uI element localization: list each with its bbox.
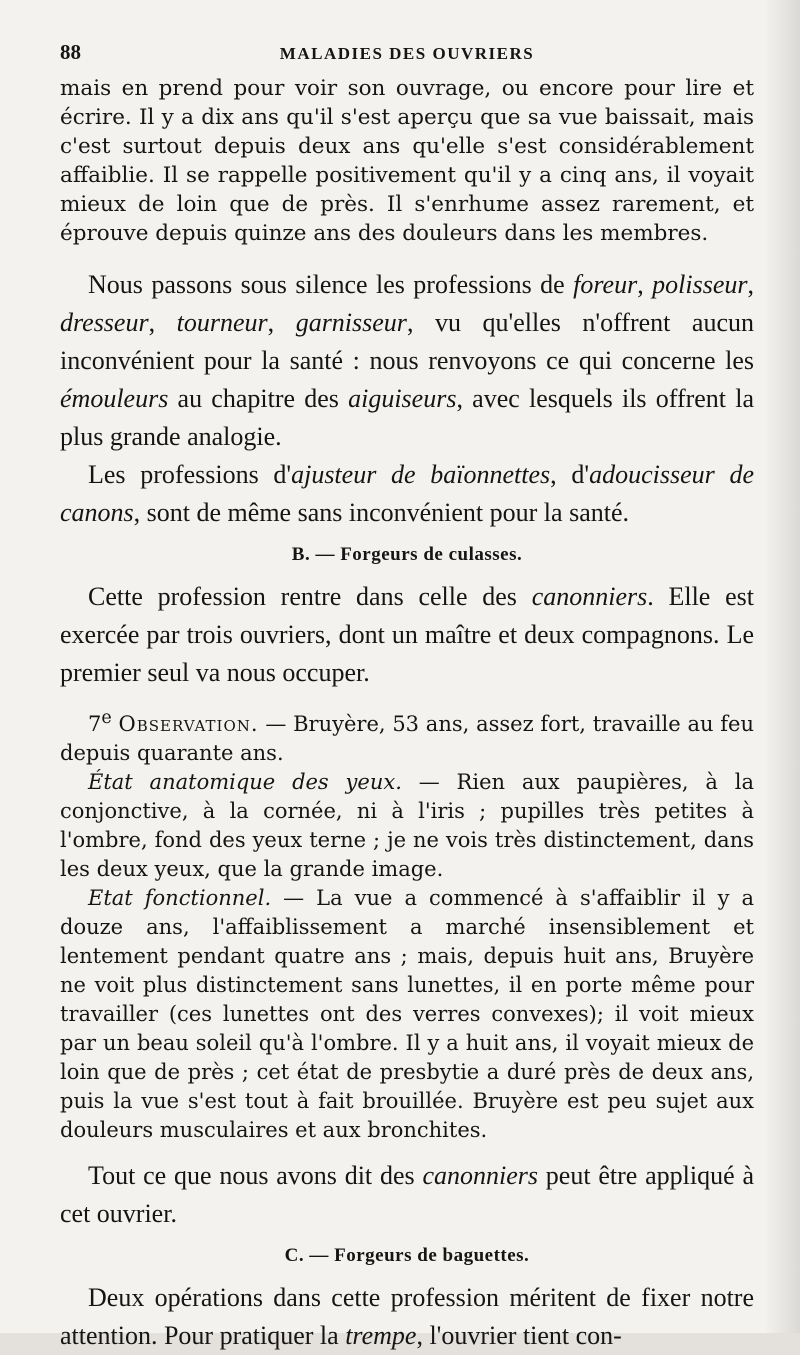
section-heading-b: B. — Forgeurs de culasses. <box>291 544 523 565</box>
observation-etat-anatomique: État anatomique des yeux. — Rien aux paupières, à la conjonctive, à la cornée, ni à l'iris ; pupilles très petites à l'ombre, fond des yeux terne ; je ne vois très distinctement, dans les deux yeux, que la grande image. <box>60 770 754 881</box>
paragraph-continued: mais en prend pour voir son ouvrage, ou encore pour lire et écrire. Il y a dix ans qu'il s'est aperçu que sa vue baissait, mais c'est surtout depuis deux ans qu'elle s'est considérablement affaiblie. Il se rappelle positivement qu'il y a cinq ans, il voyait mieux de loin que de près. Il s'enrhume assez rarement, et éprouve depuis quinze ans des douleurs dans les membres. <box>60 76 754 246</box>
paragraph-ajusteurs: Les professions d'ajusteur de baïonnettes, d'adoucisseur de canons, sont de même sans inconvénient pour la santé. <box>60 460 754 527</box>
page-number: 88 <box>60 40 81 64</box>
paragraph-forgeurs-culasses: Cette profession rentre dans celle des canonniers. Elle est exercée par trois ouvriers, dont un maître et deux compagnons. Le premier seul va nous occuper. <box>60 582 754 687</box>
observation-header: 7e Observation. — Bruyère, 53 ans, assez fort, travaille au feu depuis quarante ans. <box>60 708 754 765</box>
running-head <box>60 40 754 74</box>
observation-etat-fonctionnel: Etat fonctionnel. — La vue a commencé à s'affaiblir il y a douze ans, l'affaiblissement a marché insensiblement et lentement pendant quatre ans ; mais, depuis huit ans, Bruyère ne voit plus distinctement sans lunettes, il en porte même pour travailler (ces lunettes ont des verres convexes); il voit mieux par un beau soleil qu'à l'ombre. Il y a huit ans, il voyait mieux de loin que de près ; cet état de presbytie a duré près de deux ans, puis la vue s'est tout à fait brouillée. Bruyère est peu sujet aux douleurs musculaires et aux bronchites. <box>60 886 754 1142</box>
section-heading-c: C. — Forgeurs de baguettes. <box>284 1245 530 1266</box>
paragraph-forgeurs-baguettes: Deux opérations dans cette profession méritent de fixer notre attention. Pour pratiquer la trempe, l'ouvrier tient con- <box>60 1283 754 1350</box>
paragraph-canonniers: Tout ce que nous avons dit des canonniers peut être appliqué à cet ouvrier. <box>60 1161 754 1228</box>
running-title: MALADIES DES OUVRIERS <box>279 44 535 63</box>
paragraph-professions: Nous passons sous silence les professions de foreur, polisseur, dresseur, tourneur, garnisseur, vu qu'elles n'offrent aucun inconvénient pour la santé : nous renvoyons ce qui concerne les émouleurs au chapitre des aiguiseurs, avec lesquels ils offrent la plus grande analogie. <box>60 270 755 451</box>
